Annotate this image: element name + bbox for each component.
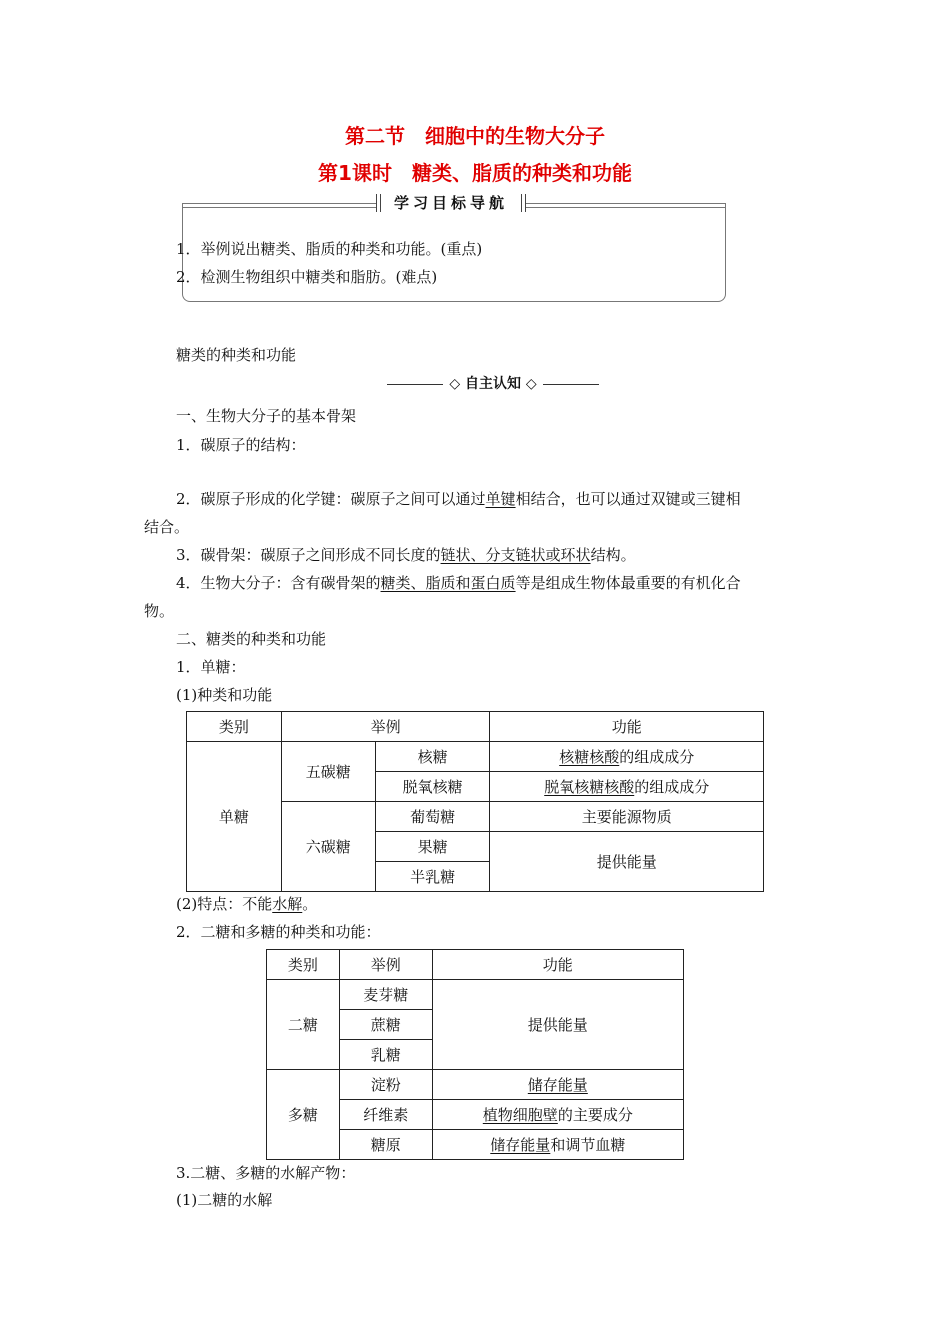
table-cell: 核糖核酸的组成成分 (490, 742, 764, 772)
table-cell: 脱氧核糖 (375, 772, 490, 802)
part1-item-1: 1．碳原子的结构： (176, 436, 306, 454)
part1-item-4: 4．生物大分子：含有碳骨架的糖类、脂质和蛋白质等是组成生物体最重要的有机化合 (176, 574, 741, 592)
table-header: 功能 (490, 712, 764, 742)
part1-item-2-cont: 结合。 (144, 518, 190, 536)
blank-answer: 水解 (272, 895, 303, 913)
learning-goals-heading: 学习目标导航 (376, 190, 526, 216)
table-cell: 淀粉 (339, 1070, 432, 1100)
table-cell-category: 单糖 (187, 742, 282, 892)
table-cell: 植物细胞壁的主要成分 (432, 1100, 683, 1130)
table-header: 类别 (267, 950, 340, 980)
divider-label: ◇ 自主认知 ◇ (449, 376, 537, 392)
section-title: 糖类的种类和功能 (176, 346, 297, 364)
goal-item-2: 2．检测生物组织中糖类和脂肪。(难点) (176, 268, 438, 286)
table-cell: 储存能量 (432, 1070, 683, 1100)
table-cell: 脱氧核糖核酸的组成成分 (490, 772, 764, 802)
part2-item-3: 3.二糖、多糖的水解产物： (176, 1164, 356, 1182)
table-cell: 糖原 (339, 1130, 432, 1160)
blank-answer: 糖类、脂质和蛋白质 (380, 574, 516, 592)
monosaccharide-table (186, 711, 764, 892)
table-cell: 核糖 (375, 742, 490, 772)
table-cell-category: 多糖 (267, 1070, 340, 1160)
part2-item-3a: (1)二糖的水解 (176, 1191, 273, 1209)
part1-heading: 一、生物大分子的基本骨架 (176, 407, 357, 425)
part1-item-4-cont: 物。 (144, 602, 175, 620)
table-header: 举例 (281, 712, 490, 742)
blank-answer: 单键 (485, 490, 516, 508)
part2-item-2: 2．二糖和多糖的种类和功能： (176, 923, 381, 941)
self-study-divider (387, 374, 599, 394)
table-cell: 蔗糖 (339, 1010, 432, 1040)
table-cell-category: 二糖 (267, 980, 340, 1070)
table-header: 类别 (187, 712, 282, 742)
lesson-title: 第1课时 糖类、脂质的种类和功能 (318, 161, 632, 185)
table-cell: 纤维素 (339, 1100, 432, 1130)
table-header: 举例 (339, 950, 432, 980)
table-cell: 果糖 (375, 832, 490, 862)
table-cell: 主要能源物质 (490, 802, 764, 832)
table-cell-group: 五碳糖 (281, 742, 375, 802)
table-cell: 葡萄糖 (375, 802, 490, 832)
table-cell: 提供能量 (432, 980, 683, 1070)
goal-item-1: 1．举例说出糖类、脂质的种类和功能。(重点) (176, 240, 483, 258)
part2-heading: 二、糖类的种类和功能 (176, 630, 327, 648)
table-cell: 提供能量 (490, 832, 764, 892)
table-cell: 乳糖 (339, 1040, 432, 1070)
part2-item-1a: (1)种类和功能 (176, 686, 273, 704)
table-cell: 麦芽糖 (339, 980, 432, 1010)
part1-item-3: 3．碳骨架：碳原子之间形成不同长度的链状、分支链状或环状结构。 (176, 546, 636, 564)
blank-answer: 链状、分支链状或环状 (440, 546, 591, 564)
chapter-title: 第二节 细胞中的生物大分子 (345, 124, 605, 148)
part1-item-2: 2．碳原子形成的化学键：碳原子之间可以通过单键相结合，也可以通过双键或三键相 (176, 490, 741, 508)
di-polysaccharide-table (266, 949, 684, 1160)
table-cell: 半乳糖 (375, 862, 490, 892)
table-cell-group: 六碳糖 (281, 802, 375, 892)
table-cell: 储存能量和调节血糖 (432, 1130, 683, 1160)
part2-item-1: 1．单糖： (176, 658, 246, 676)
part2-item-1b: (2)特点：不能水解。 (176, 895, 318, 913)
table-header: 功能 (432, 950, 683, 980)
